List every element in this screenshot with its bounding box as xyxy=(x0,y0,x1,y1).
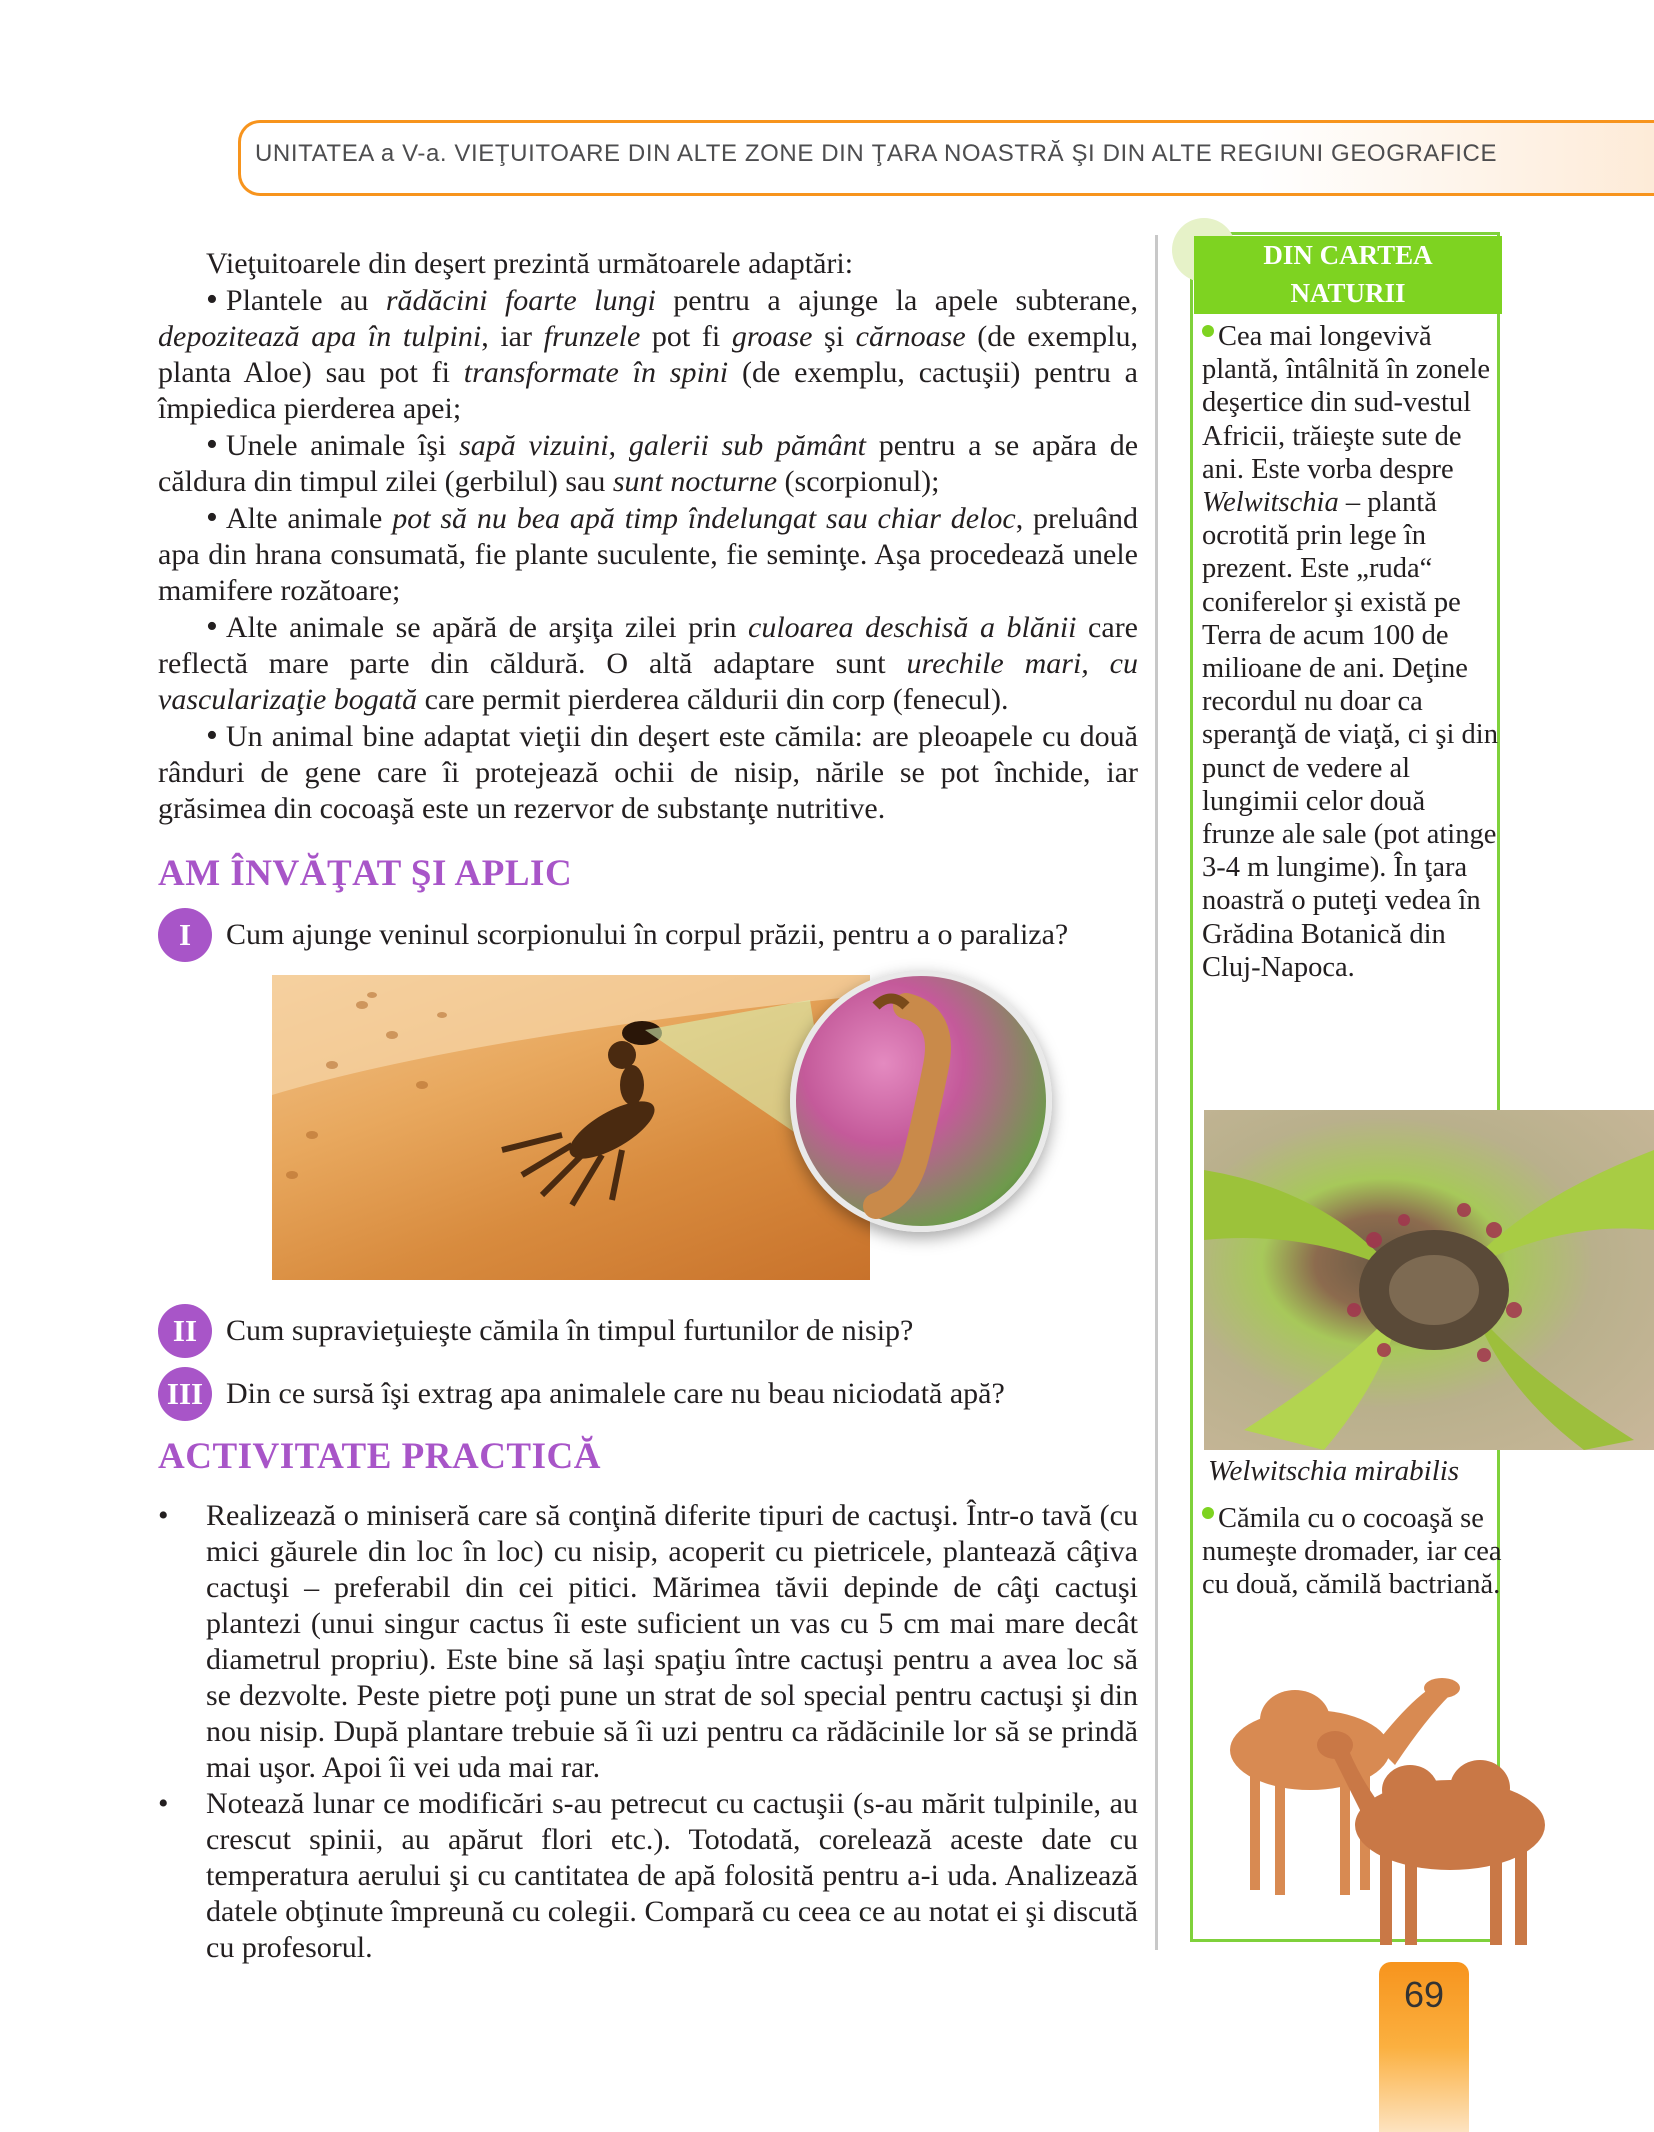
sidebar-fact-welwitschia: Cea mai longevivă plantă, întâlnită în zonele deşertice din sud-vestul Africii, trăieşte sute de ani. Este vorba despre Welwitschia – plantă ocrotită prin lege în prezent. Este „ruda“ coniferelor şi există pe Terra de acum 100 de milioane de ani. Deţine recordul nu doar ca speranţă de viaţă, ci şi din punct de vedere al lungimii celor două frunze ale sale (pot atinge 3-4 m lungime). În ţara noastră o puteţi vedea în Grădina Botanică din Cluj-Napoca. xyxy=(1202,321,1498,983)
question-1 xyxy=(158,908,1068,962)
page-number: 69 xyxy=(1379,1962,1469,2132)
practice-item-2: • Notează lunar ce modificări s-au petrecut cu cactuşii (s-au mărit tulpinile, au crescut spinii, au apărut flori etc.). Totodată, corelează aceste date cu temperatura aerului şi cu cantitatea de apă folosită pentru a-i uda. Analizează datele obţinute împreună cu colegii. Compară cu ceea ce au notat ei şi discută cu profesorul. xyxy=(158,1786,1138,1966)
adaptation-burrows: • Unele animale îşi sapă vizuini, galerii sub pământ pentru a se apăra de căldura din timpul zilei (gerbilul) sau sunt nocturne (scorpionul); xyxy=(158,427,1138,500)
welwitschia-photo xyxy=(1204,1110,1654,1450)
practice-item-1: • Realizează o miniseră care să conţină diferite tipuri de cactuşi. Într-o tavă (cu mici găurele din loc în loc) cu nisip, acoperit cu pietricele, plantează câţiva cactuşi – preferabil din cei pitici. Mărimea tăvii depinde de câţi cactuşi plantezi (unui singur cactus îi este suficient un vas cu 5 cm mai mare decât diametrul propriu). Este bine să laşi spaţiu între cactuşi pentru a avea loc să se dezvolte. Peste pietre poţi pune un strat de sol special pentru cactuşi şi din nou nisip. După plantare trebuie să îi uzi pentru ca rădăcinile lor să se prindă mai uşor. Apoi îi vei uda mai rar. xyxy=(158,1498,1138,1786)
practice-list xyxy=(158,1498,1138,1966)
sidebar-title-line1: DIN CARTEA xyxy=(1263,240,1433,270)
question-number-badge: II xyxy=(158,1304,212,1358)
adaptation-plants: • Plantele au rădăcini foarte lungi pentru a ajunge la apele subterane, depozitează apa în tulpini, iar frunzele pot fi groase şi cărnoase (de exemplu, planta Aloe) sau pot fi transformate în spini (de exemplu, cactuşii) pentru a împiedica pierderea apei; xyxy=(158,282,1138,427)
camels-illustration xyxy=(1180,1640,1600,1950)
adaptation-fur-color: • Alte animale se apără de arşiţa zilei prin culoarea deschisă a blănii care reflectă mare parte din căldură. O altă adaptare sunt urechile mari, cu vascularizaţie bogată care permit pierderea căldurii din corp (fenecul). xyxy=(158,609,1138,718)
welwitschia-caption: Welwitschia mirabilis xyxy=(1208,1455,1460,1487)
column-divider xyxy=(1155,235,1158,1950)
practice-section-title: ACTIVITATE PRACTICĂ xyxy=(158,1436,601,1477)
question-number-badge: III xyxy=(158,1367,212,1421)
question-3 xyxy=(158,1367,1005,1421)
question-2 xyxy=(158,1304,913,1358)
unit-header-title: UNITATEA a V-a. VIEŢUITOARE DIN ALTE ZONE DIN ŢARA NOASTRĂ ŞI DIN ALTE REGIUNI GEOGRAFICE xyxy=(255,140,1498,167)
adaptation-camel: • Un animal bine adaptat vieţii din deşert este cămila: are pleoapele cu două rânduri de gene care îi protejează ochii de nisip, nările se pot închide, iar grăsimea din cocoaşă este un rezervor de substanţe nutritive. xyxy=(158,718,1138,827)
intro-lead: Vieţuitoarele din deşert prezintă următoarele adaptări: xyxy=(206,247,854,280)
learned-section-title: AM ÎNVĂŢAT ŞI APLIC xyxy=(158,853,573,894)
question-text: Cum supravieţuieşte cămila în timpul furtunilor de nisip? xyxy=(226,1314,914,1347)
question-text: Cum ajunge veninul scorpionului în corpul prăzii, pentru a o paraliza? xyxy=(226,918,1069,951)
question-number-badge: I xyxy=(158,908,212,962)
sidebar-fact-camels: Cămila cu o cocoaşă se numeşte dromader, iar cea cu două, cămilă bactriană. xyxy=(1202,1503,1502,1601)
green-bullet-icon xyxy=(1202,1507,1214,1519)
intro-section xyxy=(158,246,1138,827)
sidebar-title-line2: NATURII xyxy=(1290,278,1406,308)
scorpion-tail-zoom-lens xyxy=(790,970,1052,1232)
adaptation-no-water: • Alte animale pot să nu bea apă timp îndelungat sau chiar deloc, preluând apa din hrana consumată, fie plante suculente, fie seminţe. Aşa procedează unele mamifere rozătoare; xyxy=(158,500,1138,609)
sidebar-title xyxy=(1194,236,1502,314)
question-text: Din ce sursă îşi extrag apa animalele care nu beau niciodată apă? xyxy=(226,1377,1005,1410)
green-bullet-icon xyxy=(1202,325,1214,337)
